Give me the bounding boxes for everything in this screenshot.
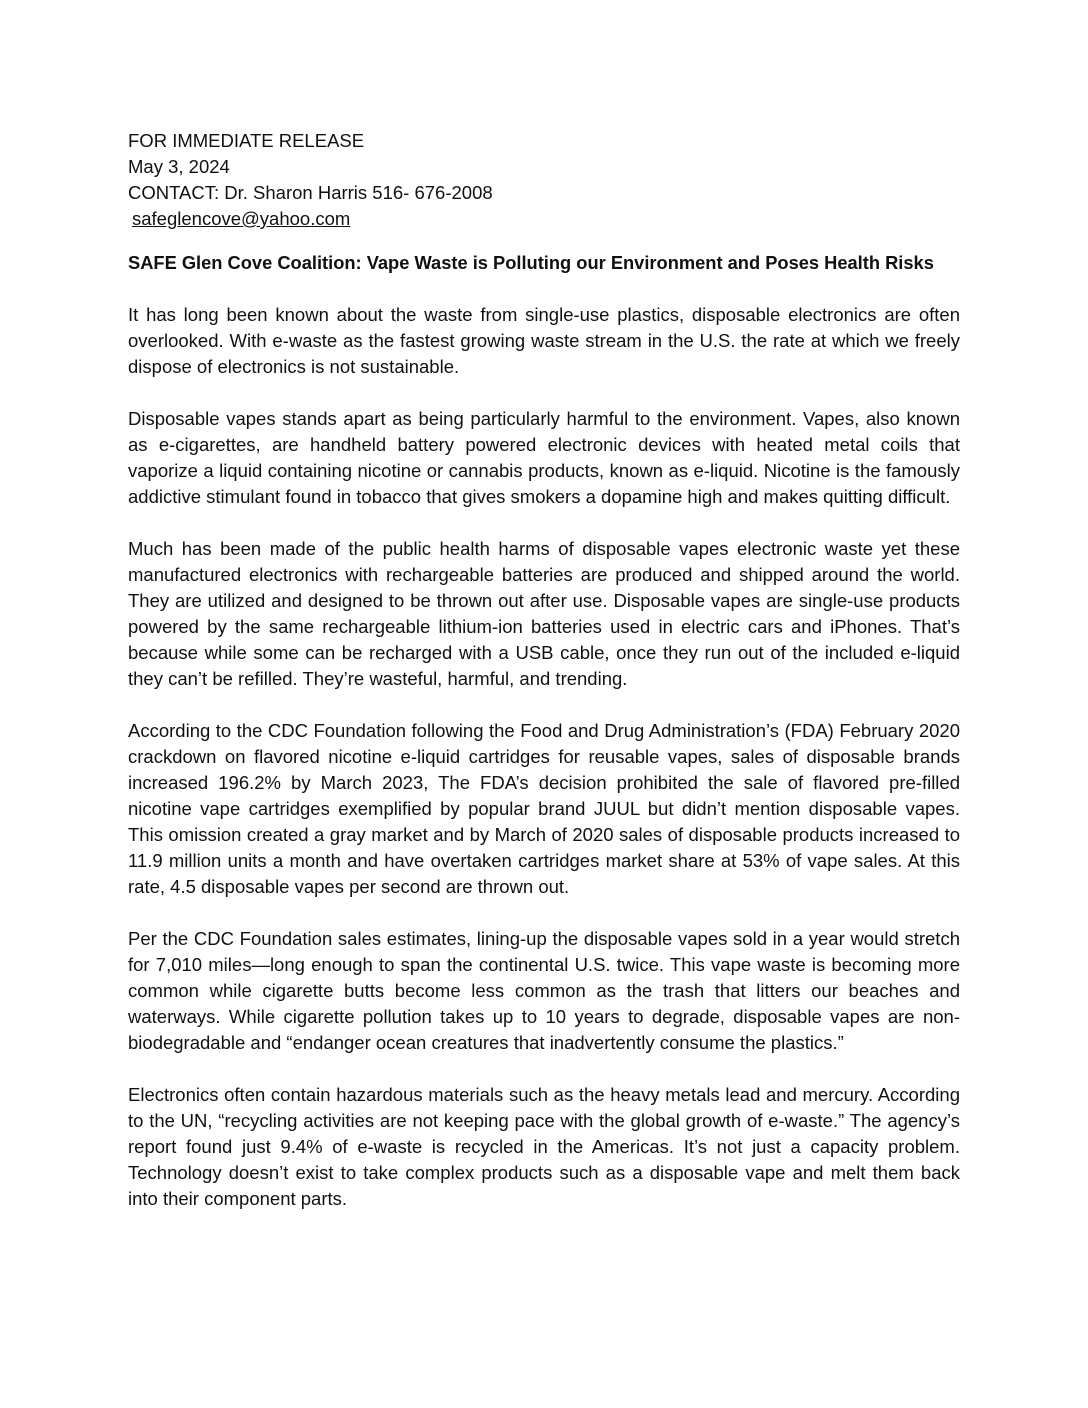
paragraph-2: Disposable vapes stands apart as being particularly harmful to the environment. Vapes, also known as e-cigarettes, are handheld battery powered electronic devices with heated metal coils that vaporize a liquid containing nicotine or cannabis products, known as e-liquid. Nicotine is the famously addictive stimulant found in tobacco that gives smokers a dopamine high and makes quitting difficult. [128,408,960,507]
press-release-headline: SAFE Glen Cove Coalition: Vape Waste is Polluting our Environment and Poses Health Risks [128,252,934,273]
paragraph-5: Per the CDC Foundation sales estimates, lining-up the disposable vapes sold in a year would stretch for 7,010 miles—long enough to span the continental U.S. twice. This vape waste is becoming more common while cigarette butts become less common as the trash that litters our beaches and waterways. While cigarette pollution takes up to 10 years to degrade, disposable vapes are non-biodegradable and “endanger ocean creatures that inadvertently consume the plastics.” [128,928,960,1053]
release-label: FOR IMMEDIATE RELEASE [128,130,365,151]
release-date: May 3, 2024 [128,156,230,177]
release-header [128,128,960,232]
document-page [128,128,960,1231]
contact-email-link[interactable]: safeglencove@yahoo.com [132,208,351,229]
paragraph-3: Much has been made of the public health harms of disposable vapes electronic waste yet these manufactured electronics with rechargeable batteries are produced and shipped around the world. They are utilized and designed to be thrown out after use. Disposable vapes are single-use products powered by the same rechargeable lithium-ion batteries used in electric cars and iPhones. That’s because while some can be recharged with a USB cable, once they run out of the included e-liquid they can’t be refilled. They’re wasteful, harmful, and trending. [128,538,960,689]
paragraph-4: According to the CDC Foundation following the Food and Drug Administration’s (FDA) February 2020 crackdown on flavored nicotine e-liquid cartridges for reusable vapes, sales of disposable brands increased 196.2% by March 2023, The FDA’s decision prohibited the sale of flavored pre-filled nicotine vape cartridges exemplified by popular brand JUUL but didn’t mention disposable vapes. This omission created a gray market and by March of 2020 sales of disposable products increased to 11.9 million units a month and have overtaken cartridges market share at 53% of vape sales. At this rate, 4.5 disposable vapes per second are thrown out. [128,720,960,897]
paragraph-6: Electronics often contain hazardous materials such as the heavy metals lead and mercury. According to the UN, “recycling activities are not keeping pace with the global growth of e-waste.” The agency’s report found just 9.4% of e-waste is recycled in the Americas. It’s not just a capacity problem. Technology doesn’t exist to take complex products such as a disposable vape and melt them back into their component parts. [128,1084,960,1209]
paragraph-1: It has long been known about the waste from single-use plastics, disposable electronics are often overlooked. With e-waste as the fastest growing waste stream in the U.S. the rate at which we freely dispose of electronics is not sustainable. [128,304,960,377]
contact-line: CONTACT: Dr. Sharon Harris 516- 676-2008 [128,182,493,203]
